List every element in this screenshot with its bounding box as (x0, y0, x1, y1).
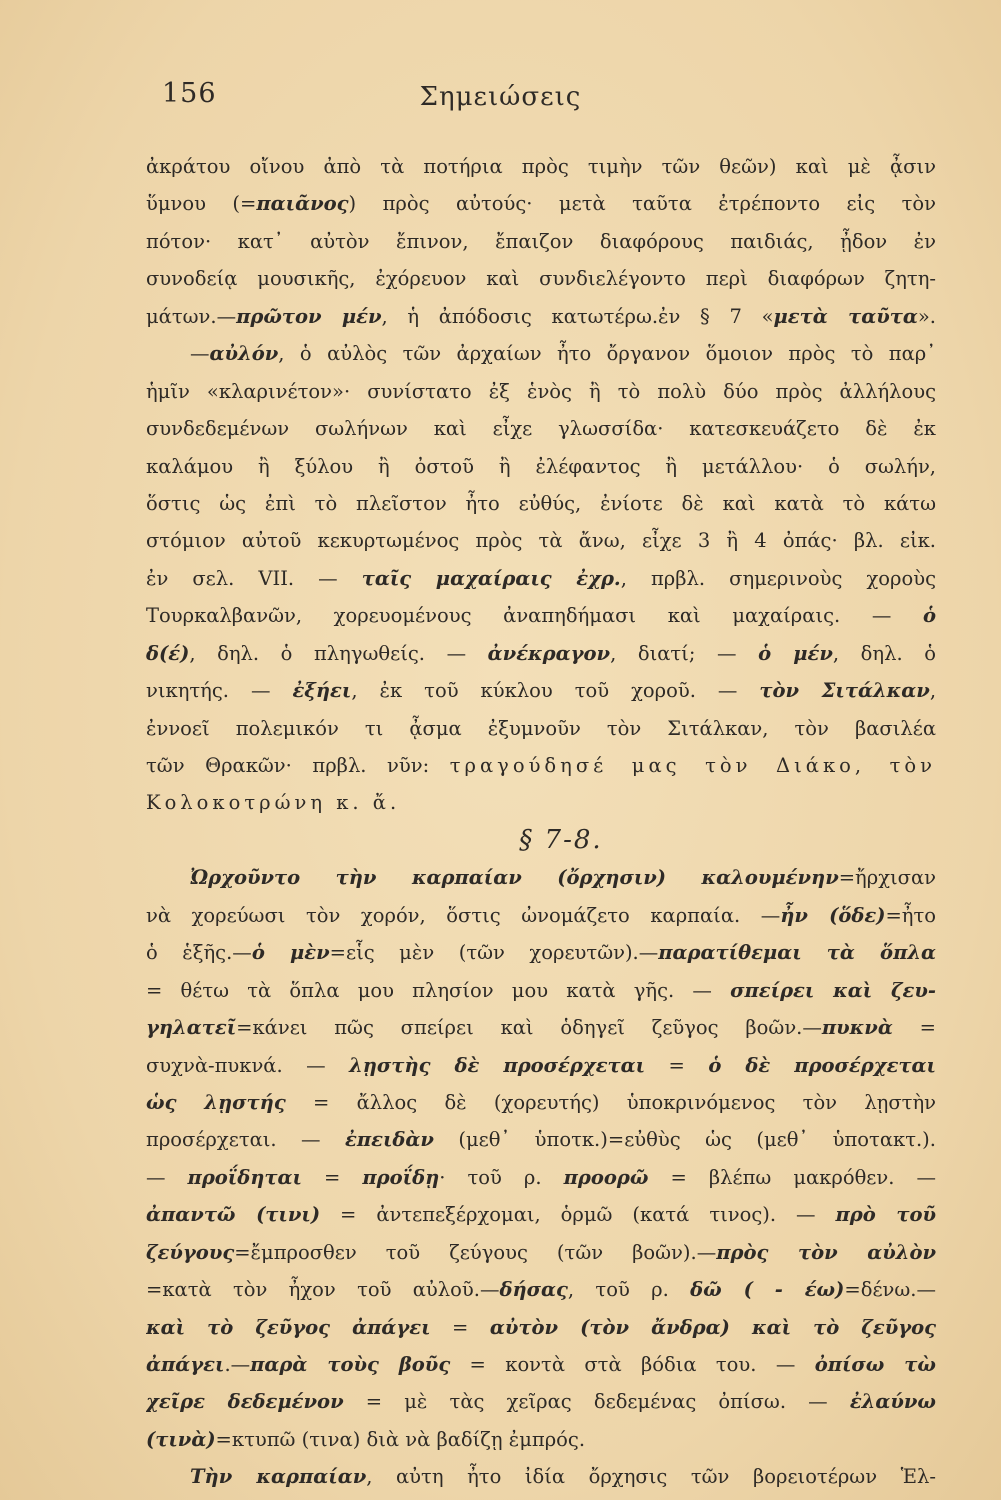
text-line: ἐννοεῖ πολεμικόν τι ᾆσμα ἐξυμνοῦν τὸν Σιτάλκαν, τὸν βασιλέα (146, 716, 936, 740)
text-line: ἀπάγει.—παρὰ τοὺς βοῦς = κοντὰ στὰ βόδια του. — ὀπίσω τὼ (146, 1353, 936, 1376)
text-line: συνδεδεμένων σωλήνων καὶ εἶχε γλωσσίδα· κατεσκευάζετο δὲ ἐκ (146, 417, 936, 441)
text-line: ἡμῖν «κλαρινέτον»· συνίστατο ἐξ ἑνὸς ἢ τὸ πολὺ δύο πρὸς ἀλλήλους (146, 379, 936, 403)
text-line: ὁ ἑξῆς.—ὁ μὲν=εἷς μὲν (τῶν χορευτῶν).—παρατίθεμαι τὰ ὅπλα (146, 941, 936, 965)
text-line: μάτων.—πρῶτον μέν, ἡ ἀπόδοσις κατωτέρω.ἐν § 7 «μετὰ ταῦτα». (146, 304, 936, 328)
text-line: ὡς λῃστής = ἄλλος δὲ (χορευτής) ὑποκρινόμενος τὸν λῃστὴν (146, 1090, 936, 1114)
text-line: δ(έ), δηλ. ὁ πληγωθείς. — ἀνέκραγον, διατί; — ὁ μέν, δηλ. ὁ (146, 641, 936, 665)
text-line: Ὠρχοῦντο τὴν καρπαίαν (ὄρχησιν) καλουμένην=ἤρχισαν (190, 866, 936, 890)
text-line: — προΐδηται = προΐδῃ· τοῦ ρ. προορῶ = βλέπω μακρόθεν. — (146, 1165, 936, 1189)
text-line: νικητής. — ἐξήει, ἐκ τοῦ κύκλου τοῦ χοροῦ. — τὸν Σιτάλκαν, (146, 679, 936, 703)
text-line: Τουρκαλβανῶν, χορευομένους ἀναπηδήμασι καὶ μαχαίραις. — ὁ (146, 604, 936, 628)
text-line: συνοδείᾳ μουσικῆς, ἐχόρευον καὶ συνδιελέγοντο περὶ διαφόρων ζητη- (146, 267, 936, 291)
notes-body (146, 148, 936, 1496)
section-heading: § 7-8. (519, 824, 603, 855)
text-line: τῶν Θρακῶν· πρβλ. νῦν: τραγούδησέ μας τὸν Διάκο, τὸν (146, 754, 936, 777)
text-line: νὰ χορεύωσι τὸν χορόν, ὅστις ὠνομάζετο καρπαία. —ἦν (ὅδε)=ἦτο (146, 903, 936, 927)
text-line: ὅστις ὡς ἐπὶ τὸ πλεῖστον ἦτο εὐθύς, ἐνίοτε δὲ καὶ κατὰ τὸ κάτω (146, 491, 936, 515)
text-line: συχνὰ-πυκνά. — λῃστὴς δὲ προσέρχεται = ὁ δὲ προσέρχεται (146, 1053, 936, 1077)
text-line: —αὐλόν, ὁ αὐλὸς τῶν ἀρχαίων ἦτο ὄργανον ὅμοιον πρὸς τὸ παρ᾽ (190, 342, 936, 366)
page-number: 156 (162, 78, 217, 109)
text-line: ἀπαντῶ (τινι) = ἀντεπεξέρχομαι, ὁρμῶ (κατά τινος). — πρὸ τοῦ (146, 1203, 936, 1227)
text-line: Τὴν καρπαίαν, αὐτη ἦτο ἰδία ὄρχησις τῶν βορειοτέρων Ἑλ- (190, 1465, 936, 1489)
text-line: χεῖρε δεδεμένον = μὲ τὰς χεῖρας δεδεμένας ὀπίσω. — ἐλαύνω (146, 1390, 936, 1414)
text-line: ὕμνου (=παιᾶνος) πρὸς αὐτούς· μετὰ ταῦτα ἐτρέποντο εἰς τὸν (146, 192, 936, 216)
text-line: ζεύγους=ἔμπροσθεν τοῦ ζεύγους (τῶν βοῶν).—πρὸς τὸν αὐλὸν (146, 1240, 936, 1264)
text-line: =κατὰ τὸν ἦχον τοῦ αὐλοῦ.—δήσας, τοῦ ρ. δῶ ( - έω)=δένω.— (146, 1278, 936, 1302)
text-line: ἀκράτου οἴνου ἀπὸ τὰ ποτήρια πρὸς τιμὴν τῶν θεῶν) καὶ μὲ ᾆσιν (146, 155, 936, 178)
text-line: Κολοκοτρώνη κ. ἄ. (146, 791, 401, 815)
text-line: στόμιον αὐτοῦ κεκυρτωμένος πρὸς τὰ ἄνω, εἶχε 3 ἢ 4 ὀπάς· βλ. εἰκ. (146, 529, 936, 553)
text-line: προσέρχεται. — ἐπειδὰν (μεθ᾽ ὑποτκ.)=εὐθὺς ὡς (μεθ᾽ ὑποτακτ.). (146, 1128, 936, 1152)
text-line: (τινὰ)=κτυπῶ (τινα) διὰ νὰ βαδίζῃ ἐμπρός. (146, 1427, 586, 1451)
running-title: Σημειώσεις (419, 82, 582, 112)
text-line: καὶ τὸ ζεῦγος ἀπάγει = αὐτὸν (τὸν ἄνδρα) καὶ τὸ ζεῦγος (146, 1315, 936, 1339)
page-header (0, 78, 1001, 118)
text-line: καλάμου ἢ ξύλου ἢ ὀστοῦ ἢ ἐλέφαντος ἢ μετάλλου· ὁ σωλήν, (146, 454, 936, 478)
text-line: ἐν σελ. VII. — ταῖς μαχαίραις ἐχρ., πρβλ. σημερινοὺς χοροὺς (146, 566, 936, 590)
text-line: = θέτω τὰ ὅπλα μου πλησίον μου κατὰ γῆς. — σπείρει καὶ ζευ- (146, 978, 936, 1002)
text-line: γηλατεῖ=κάνει πῶς σπείρει καὶ ὁδηγεῖ ζεῦγος βοῶν.—πυκνὰ = (146, 1016, 936, 1040)
text-line: πότον· κατ᾽ αὐτὸν ἔπινον, ἔπαιζον διαφόρους παιδιάς, ᾖδον ἐν (146, 229, 936, 253)
